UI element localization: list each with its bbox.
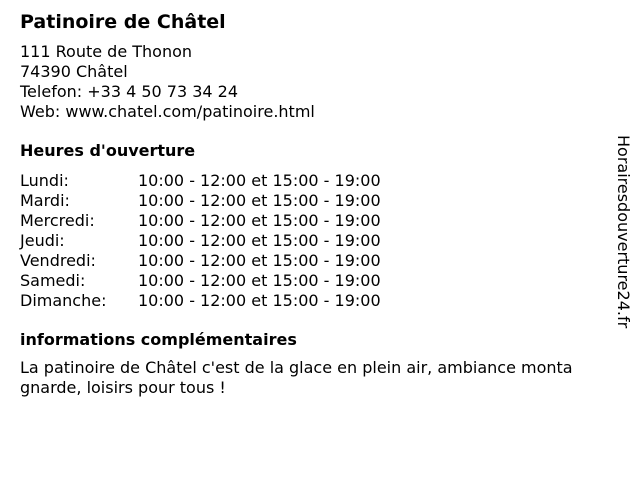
hours-row xyxy=(20,291,590,311)
info-heading: informations complémentaires xyxy=(20,330,297,349)
hours-row xyxy=(20,211,590,231)
hours-time: 10:00 - 12:00 et 15:00 - 19:00 xyxy=(138,231,381,250)
hours-day: Lundi: xyxy=(20,171,69,190)
hours-day: Jeudi: xyxy=(20,231,65,250)
phone-line: Telefon: +33 4 50 73 34 24 xyxy=(20,82,239,101)
hours-time: 10:00 - 12:00 et 15:00 - 19:00 xyxy=(138,291,381,310)
hours-day: Dimanche: xyxy=(20,291,107,310)
hours-time: 10:00 - 12:00 et 15:00 - 19:00 xyxy=(138,171,381,190)
hours-time: 10:00 - 12:00 et 15:00 - 19:00 xyxy=(138,251,381,270)
hours-day: Vendredi: xyxy=(20,251,96,270)
hours-row xyxy=(20,251,590,271)
place-card xyxy=(20,10,590,398)
hours-row xyxy=(20,191,590,211)
place-title: Patinoire de Châtel xyxy=(20,11,226,33)
info-description: La patinoire de Châtel c'est de la glace en plein air, ambiance montagnarde, loisirs pour tous ! xyxy=(20,358,573,397)
address-block xyxy=(20,42,590,122)
hours-day: Samedi: xyxy=(20,271,86,290)
hours-time: 10:00 - 12:00 et 15:00 - 19:00 xyxy=(138,211,381,230)
site-watermark: Horairesdouverture24.fr xyxy=(614,135,633,329)
hours-row xyxy=(20,231,590,251)
hours-heading: Heures d'ouverture xyxy=(20,141,196,160)
hours-table xyxy=(20,171,590,311)
hours-time: 10:00 - 12:00 et 15:00 - 19:00 xyxy=(138,271,381,290)
hours-time: 10:00 - 12:00 et 15:00 - 19:00 xyxy=(138,191,381,210)
hours-row xyxy=(20,171,590,191)
hours-day: Mercredi: xyxy=(20,211,95,230)
address-street: 111 Route de Thonon xyxy=(20,42,193,61)
hours-day: Mardi: xyxy=(20,191,70,210)
web-line: Web: www.chatel.com/patinoire.html xyxy=(20,102,315,121)
address-city: 74390 Châtel xyxy=(20,62,128,81)
hours-row xyxy=(20,271,590,291)
